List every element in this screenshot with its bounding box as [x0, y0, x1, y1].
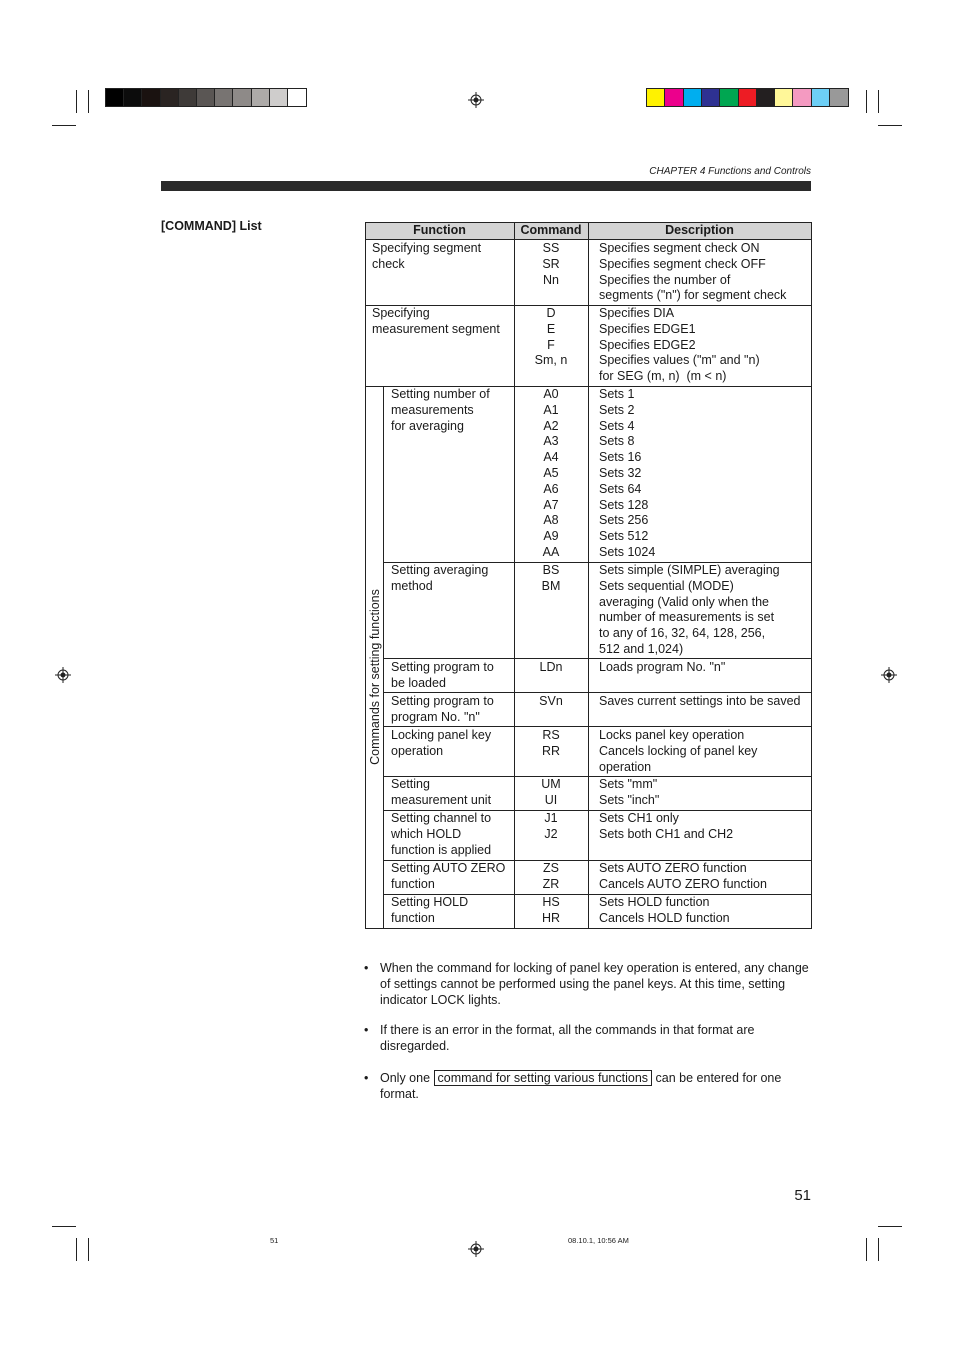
color-swatch — [793, 89, 811, 106]
function-cell: Setting measurement unit — [391, 777, 492, 807]
header-command: Command — [520, 223, 582, 237]
header-description: Description — [665, 223, 734, 237]
color-swatch — [830, 89, 848, 106]
color-swatch — [233, 89, 251, 106]
function-cell: Setting averaging method — [391, 563, 489, 593]
footer-page: 51 — [270, 1236, 279, 1245]
command-cell: A0 A1 A2 A3 A4 A5 A6 A7 A8 A9 AA — [542, 387, 560, 559]
color-swatch — [215, 89, 233, 106]
color-swatch — [252, 89, 270, 106]
command-cell: BS BM — [541, 563, 561, 593]
color-swatch — [197, 89, 215, 106]
description-cell: Loads program No. "n" — [599, 660, 726, 674]
color-swatch — [812, 89, 830, 106]
bullet: • — [364, 1023, 369, 1037]
note-format-error: If there is an error in the format, all the commands in that format are disregarded. — [380, 1023, 755, 1053]
header-rule — [161, 181, 811, 191]
color-swatch — [179, 89, 197, 106]
function-cell: Specifying segment check — [372, 241, 482, 271]
function-cell: Setting channel to which HOLD function is applied — [391, 811, 492, 857]
description-cell: Sets "mm" Sets "inch" — [599, 777, 660, 807]
color-swatch — [142, 89, 160, 106]
description-cell: Saves current settings into be saved — [599, 694, 801, 708]
boxed-term: command for setting various functions — [434, 1070, 653, 1086]
color-swatch — [775, 89, 793, 106]
bullet: • — [364, 1071, 369, 1085]
registration-mark-icon — [468, 1241, 484, 1257]
description-cell: Specifies DIA Specifies EDGE1 Specifies EDGE2 Specifies values ("m" and "n) for SEG (m, n) (m < n) — [599, 306, 760, 384]
description-cell: Sets HOLD function Cancels HOLD function — [599, 895, 730, 925]
description-cell: Specifies segment check ON Specifies segment check OFF Specifies the number of segments ("n") for segment check — [599, 241, 787, 303]
function-cell: Locking panel key operation — [391, 728, 492, 758]
color-swatch — [270, 89, 288, 106]
command-cell: HS HR — [541, 895, 561, 925]
function-cell: Setting program to be loaded — [391, 660, 494, 690]
function-cell: Setting HOLD function — [391, 895, 469, 925]
registration-mark-icon — [468, 92, 484, 108]
description-cell: Sets 1 Sets 2 Sets 4 Sets 8 Sets 16 Sets 32 Sets 64 Sets 128 Sets 256 Sets 512 Sets 1024 — [599, 387, 656, 559]
color-swatch — [665, 89, 683, 106]
registration-mark-icon — [55, 667, 71, 683]
page-number: 51 — [794, 1187, 811, 1204]
group-label: Commands for setting functions — [368, 589, 382, 765]
function-cell: Setting AUTO ZERO function — [391, 861, 506, 891]
footer-timestamp: 08.10.1, 10:56 AM — [568, 1236, 629, 1245]
color-swatch — [684, 89, 702, 106]
color-swatch — [288, 89, 306, 106]
description-cell: Sets AUTO ZERO function Cancels AUTO ZERO function — [599, 861, 767, 891]
note-text: can be entered for one format. — [380, 1071, 782, 1101]
function-cell: Setting number of measurements for averaging — [391, 387, 490, 433]
description-cell: Locks panel key operation Cancels locking of panel key operation — [599, 728, 758, 774]
command-cell: J1 J2 — [544, 811, 558, 841]
description-cell: Sets simple (SIMPLE) averaging Sets sequential (MODE) averaging (Valid only when the number of measurements is set to any of 16, 32, 64, 128, 256, 512 and 1,024) — [599, 563, 780, 656]
command-cell: LDn — [539, 660, 563, 674]
command-cell: ZS ZR — [542, 861, 560, 891]
color-swatch — [161, 89, 179, 106]
color-swatch — [739, 89, 757, 106]
function-cell: Specifying measurement segment — [372, 306, 500, 336]
note-lock: When the command for locking of panel key operation is entered, any change of settings cannot be performed using the panel keys. At this time, setting indicator LOCK lights. — [380, 961, 809, 1007]
note-text: Only one — [380, 1071, 431, 1085]
color-swatch — [106, 89, 124, 106]
color-swatch — [124, 89, 142, 106]
note-one-command — [380, 1071, 812, 1103]
description-cell: Sets CH1 only Sets both CH1 and CH2 — [599, 811, 734, 841]
command-cell: SVn — [539, 694, 563, 708]
header-function: Function — [413, 223, 466, 237]
color-swatch — [720, 89, 738, 106]
command-cell: D E F Sm, n — [534, 306, 568, 368]
function-cell: Setting program to program No. "n" — [391, 694, 494, 724]
command-cell: RS RR — [541, 728, 561, 758]
section-title: [COMMAND] List — [161, 219, 262, 233]
color-swatch — [647, 89, 665, 106]
bullet: • — [364, 961, 369, 975]
registration-mark-icon — [881, 667, 897, 683]
color-swatch — [702, 89, 720, 106]
color-swatch — [757, 89, 775, 106]
command-cell: UM UI — [541, 777, 561, 807]
command-cell: SS SR Nn — [542, 241, 560, 287]
chapter-header: CHAPTER 4 Functions and Controls — [649, 166, 811, 177]
